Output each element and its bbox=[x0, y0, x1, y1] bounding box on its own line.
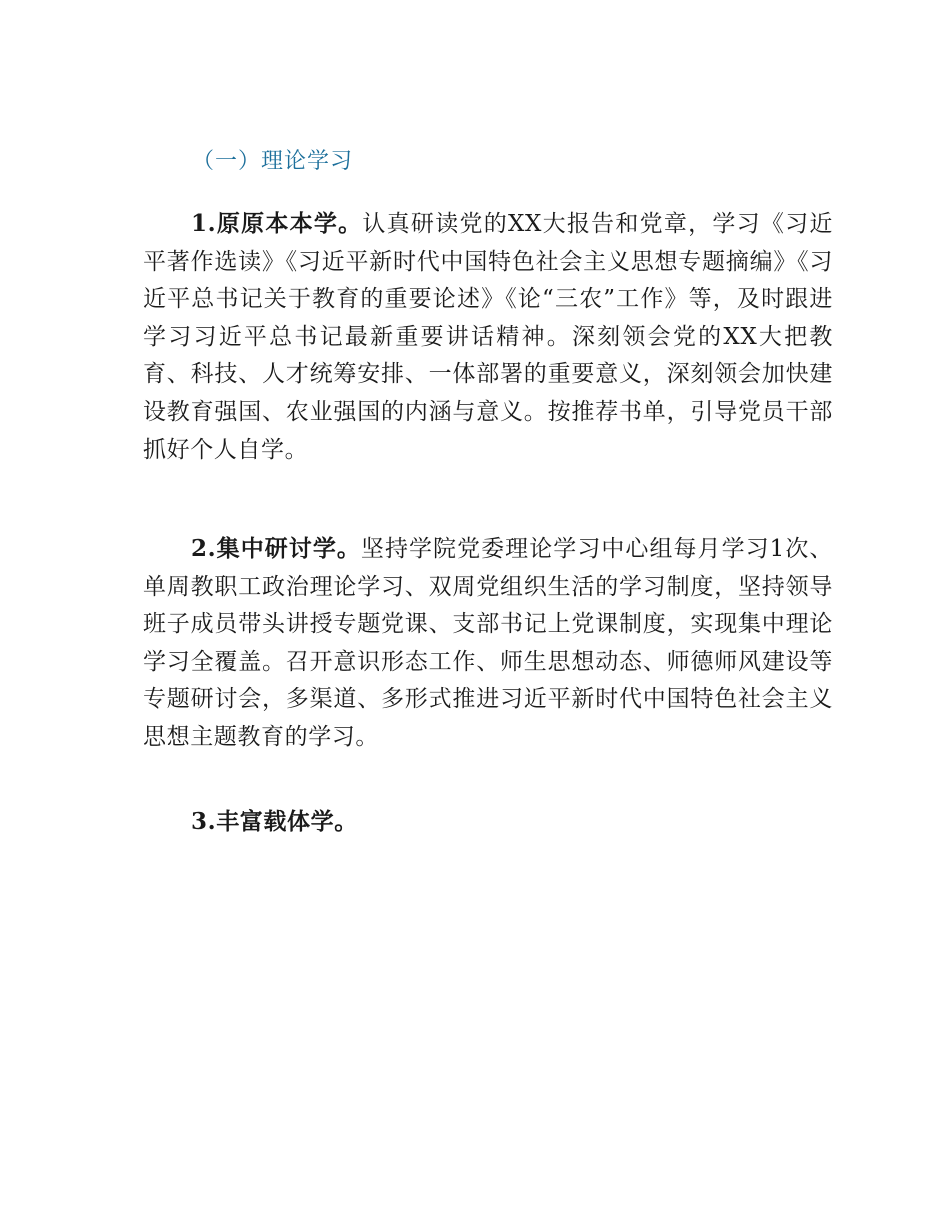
paragraph-1-lead: 1.原原本本学。 bbox=[191, 210, 363, 237]
paragraph-2-lead: 2.集中研讨学。 bbox=[191, 535, 361, 562]
paragraph-3 bbox=[143, 803, 833, 842]
paragraph-1 bbox=[143, 205, 833, 469]
paragraph-1-body: 认真研读党的XX大报告和党章，学习《习近平著作选读》《习近平新时代中国特色社会主义思想专题摘编》《习近平总书记关于教育的重要论述》《论“三农”工作》等，及时跟进学习习近平总书记最新重要讲话精神。深刻领会党的XX大把教育、科技、人才统筹安排、一体部署的重要意义，深刻领会加快建设教育强国、农业强国的内涵与意义。按推荐书单，引导党员干部抓好个人自学。 bbox=[143, 211, 834, 463]
paragraph-2 bbox=[143, 530, 833, 757]
paragraph-2-body: 坚持学院党委理论学习中心组每月学习1次、单周教职工政治理论学习、双周党组织生活的学习制度，坚持领导班子成员带头讲授专题党课、支部书记上党课制度，实现集中理论学习全覆盖。召开意识形态工作、师生思想动态、师德师风建设等专题研讨会，多渠道、多形式推进习近平新时代中国特色社会主义思想主题教育的学习。 bbox=[143, 536, 833, 750]
paragraph-3-lead: 3.丰富载体学。 bbox=[191, 808, 358, 835]
section-heading: （一）理论学习 bbox=[192, 149, 354, 174]
